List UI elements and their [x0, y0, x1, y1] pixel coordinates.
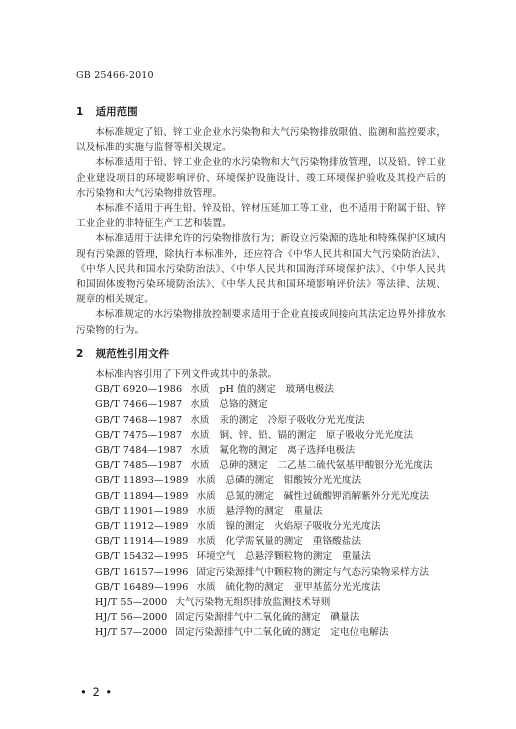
reference-title: 水质 总砷的测定 二乙基二硫代氨基甲酸银分光光度法 [190, 460, 433, 472]
section-normative-references [76, 347, 446, 641]
section-number: 2 [76, 348, 84, 360]
reference-title: 水质 氟化物的测定 离子选择电极法 [190, 445, 356, 457]
list-item [95, 489, 446, 504]
paragraph: 本标准规定的水污染物排放控制要求适用于企业直接或间接向其法定边界外排放水污染物的行为。 [76, 309, 446, 336]
reference-title: 固定污染源排气中二氧化硫的测定 碘量法 [175, 612, 360, 624]
standard-number: GB 25466-2010 [76, 70, 154, 81]
list-item [95, 565, 446, 580]
reference-code: GB/T 6920—1986 [95, 384, 183, 396]
section-heading-scope [76, 105, 446, 119]
reference-code: HJ/T 56—2000 [95, 612, 168, 624]
paragraph: 本标准适用于法律允许的污染物排放行为；新设立污染源的选址和特殊保护区域内现有污染源的管理，除执行本标准外，还应符合《中华人民共和国大气污染防治法》、《中华人民共和国水污染防治法》、《中华人民共和国海洋环境保护法》、《中华人民共和国固体废物污染环境防治法》、《中华人民共和国环境影响评价法》等法律、法规、规章的相关规定。 [76, 233, 446, 306]
reference-title: 水质 悬浮物的测定 重量法 [196, 505, 323, 517]
list-item [95, 428, 446, 443]
reference-list [76, 382, 446, 640]
reference-code: GB/T 11901—1989 [95, 505, 189, 517]
reference-code: GB/T 7466—1987 [95, 399, 183, 411]
reference-code: HJ/T 55—2000 [95, 597, 168, 609]
reference-title: 水质 化学需氧量的测定 重铬酸盐法 [196, 536, 362, 548]
reference-title: 水质 总磷的测定 钼酸铵分光光度法 [196, 475, 362, 487]
list-item [95, 397, 446, 412]
reference-title: 水质 镍的测定 火焰原子吸收分光光度法 [196, 521, 381, 533]
list-item [95, 443, 446, 458]
reference-title: 水质 总氮的测定 碱性过硫酸钾消解紫外分光光度法 [196, 490, 430, 502]
list-item [95, 580, 446, 595]
reference-code: GB/T 11914—1989 [95, 536, 189, 548]
list-item [95, 595, 446, 610]
list-item [95, 534, 446, 549]
reference-code: GB/T 16489—1996 [95, 581, 189, 593]
section-title: 适用范围 [95, 106, 138, 118]
reference-title: 固定污染源排气中颗粒物的测定与气态污染物采样方法 [196, 566, 430, 578]
reference-code: GB/T 15432—1995 [95, 551, 189, 563]
reference-title: 大气污染物无组织排放监测技术导则 [175, 597, 331, 609]
reference-code: GB/T 11894—1989 [95, 490, 189, 502]
paragraph: 本标准不适用于再生铅、锌及铅、锌材压延加工等工业，也不适用于附属于铅、锌工业企业的非特征生产工艺和装置。 [76, 203, 446, 230]
reference-title: 水质 铜、锌、铅、镉的测定 原子吸收分光光度法 [190, 429, 414, 441]
list-item [95, 413, 446, 428]
page-number: • 2 • [80, 685, 114, 699]
reference-title: 固定污染源排气中二氧化硫的测定 定电位电解法 [175, 627, 389, 639]
paragraph: 本标准规定了铅、锌工业企业水污染物和大气污染物排放限值、监测和监控要求，以及标准的实施与监督等相关规定。 [76, 127, 446, 154]
reference-code: GB/T 7468—1987 [95, 414, 183, 426]
reference-title: 水质 总铬的测定 [190, 399, 268, 411]
references-intro: 本标准内容引用了下列文件或其中的条款。 [95, 369, 278, 380]
list-item [95, 625, 446, 640]
section-number: 1 [76, 106, 84, 118]
list-item [95, 504, 446, 519]
section-scope [76, 105, 446, 338]
list-item [95, 473, 446, 488]
reference-title: 水质 硫化物的测定 亚甲基蓝分光光度法 [196, 581, 381, 593]
list-item [95, 382, 446, 397]
reference-code: GB/T 7484—1987 [95, 445, 183, 457]
reference-title: 水质 pH 值的测定 玻璃电极法 [190, 384, 335, 396]
reference-code: GB/T 7485—1987 [95, 460, 183, 472]
reference-title: 水质 汞的测定 冷原子吸收分光光度法 [190, 414, 365, 426]
paragraph: 本标准适用于铅、锌工业企业的水污染物和大气污染物排放管理，以及铅、锌工业企业建设项目的环境影响评价、环境保护设施设计、竣工环境保护验收及其投产后的水污染物和大气污染物排放管理。 [76, 157, 446, 199]
reference-title: 环境空气 总悬浮颗粒物的测定 重量法 [196, 551, 371, 563]
list-item [95, 549, 446, 564]
reference-code: GB/T 16157—1996 [95, 566, 189, 578]
reference-code: GB/T 11893—1989 [95, 475, 189, 487]
list-item [95, 610, 446, 625]
reference-code: GB/T 11912—1989 [95, 521, 189, 533]
list-item [95, 458, 446, 473]
list-item [95, 519, 446, 534]
reference-code: HJ/T 57—2000 [95, 627, 168, 639]
section-heading-references [76, 347, 446, 361]
section-title: 规范性引用文件 [95, 348, 170, 360]
reference-code: GB/T 7475—1987 [95, 429, 183, 441]
